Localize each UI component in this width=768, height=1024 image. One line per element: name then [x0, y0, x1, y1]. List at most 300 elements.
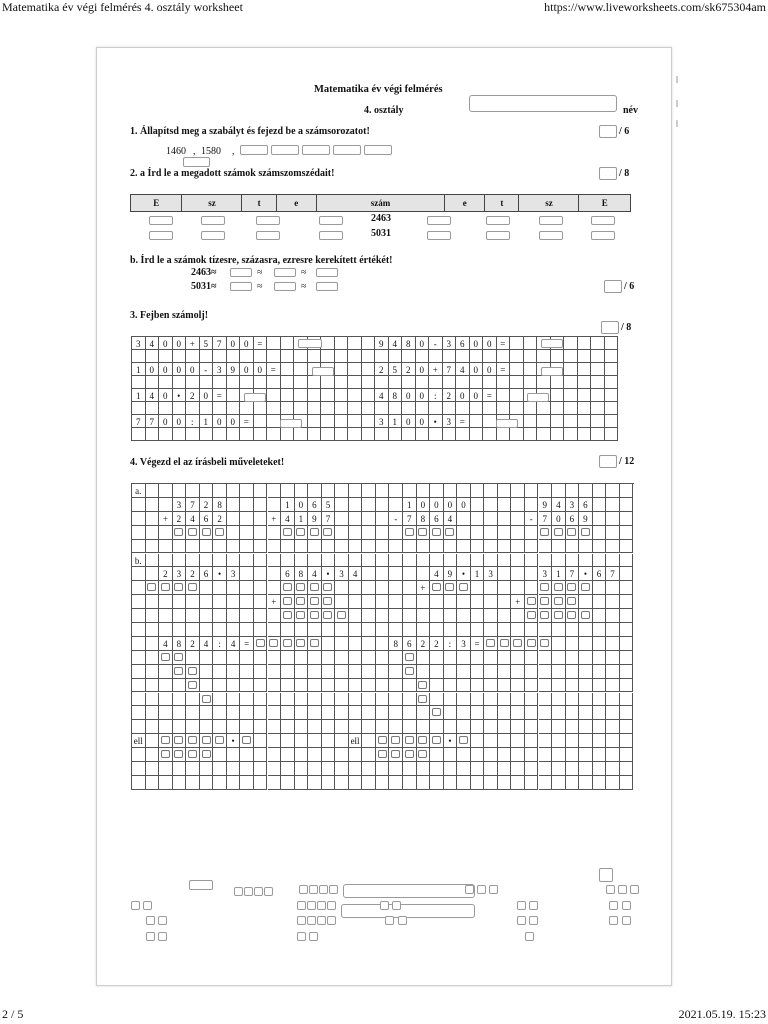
digit-input[interactable]: [310, 583, 319, 591]
answer-input[interactable]: [609, 916, 618, 925]
result-input[interactable]: [244, 393, 266, 402]
digit-input[interactable]: [540, 583, 549, 591]
round-input[interactable]: [274, 268, 296, 277]
digit-input[interactable]: [202, 695, 211, 703]
grid-cell: [457, 679, 471, 693]
digit-input[interactable]: [283, 583, 292, 591]
grid-cell: [566, 637, 580, 651]
result-input[interactable]: [541, 367, 563, 376]
grid-cell: [444, 679, 458, 693]
answer-input[interactable]: [254, 887, 263, 896]
grid-cell: [539, 581, 553, 595]
answer-input[interactable]: [622, 916, 631, 925]
grid-cell: [281, 526, 295, 540]
page-title: Matematika év végi felmérés 4. osztály worksheet: [2, 0, 243, 14]
answer-input[interactable]: [341, 904, 475, 918]
grid-cell: [566, 720, 580, 734]
digit-input[interactable]: [378, 736, 387, 744]
grid-cell: [159, 428, 173, 441]
answer-input[interactable]: [622, 901, 631, 910]
answer-input[interactable]: [244, 887, 253, 896]
answer-input[interactable]: [189, 880, 213, 890]
answer-input[interactable]: [299, 885, 308, 894]
seq-input[interactable]: [364, 145, 392, 155]
digit-input[interactable]: [188, 528, 197, 536]
grid-cell: [620, 734, 634, 748]
grid-digit: =: [497, 337, 511, 350]
digit-input[interactable]: [323, 611, 332, 619]
grid-cell: [213, 554, 227, 568]
answer-input[interactable]: [385, 916, 394, 925]
digit-input[interactable]: [418, 681, 427, 689]
answer-input[interactable]: [317, 916, 326, 925]
answer-input[interactable]: [317, 901, 326, 910]
answer-input[interactable]: [599, 868, 613, 882]
answer-input[interactable]: [489, 885, 498, 894]
answer-input[interactable]: [609, 901, 618, 910]
grid-digit: 0: [200, 389, 214, 402]
grid-cell: [376, 526, 390, 540]
answer-input[interactable]: [297, 916, 306, 925]
answer-input[interactable]: [146, 932, 155, 941]
digit-input[interactable]: [174, 667, 183, 675]
seq-input[interactable]: [240, 145, 268, 155]
grid-cell: [591, 376, 605, 389]
answer-input[interactable]: [264, 887, 273, 896]
grid-cell: [539, 554, 553, 568]
answer-input[interactable]: [477, 885, 486, 894]
digit-input[interactable]: [161, 653, 170, 661]
grid-cell: [159, 595, 173, 609]
answer-input[interactable]: [517, 916, 526, 925]
grid-cell: [349, 554, 363, 568]
digit-input[interactable]: [540, 597, 549, 605]
digit-input[interactable]: [445, 528, 454, 536]
result-input[interactable]: [312, 367, 334, 376]
digit-input[interactable]: [554, 583, 563, 591]
grid-cell: [348, 337, 362, 350]
digit-input[interactable]: [174, 528, 183, 536]
score-box[interactable]: [604, 280, 622, 293]
grid-cell: [566, 734, 580, 748]
grid-cell: [537, 350, 551, 363]
answer-input[interactable]: [158, 916, 167, 925]
digit-input[interactable]: [418, 695, 427, 703]
grid-cell: [268, 498, 282, 512]
result-input[interactable]: [298, 339, 322, 348]
digit-input[interactable]: [296, 583, 305, 591]
grid-cell: [456, 402, 470, 415]
digit-input[interactable]: [405, 750, 414, 758]
answer-input[interactable]: [131, 901, 140, 910]
grid-cell: [240, 567, 254, 581]
grid-digit: 4: [281, 512, 295, 526]
result-input[interactable]: [280, 419, 302, 428]
result-input[interactable]: [541, 339, 563, 348]
round-input[interactable]: [316, 282, 338, 291]
digit-input[interactable]: [174, 583, 183, 591]
grid-cell: [525, 651, 539, 665]
digit-input[interactable]: [486, 639, 495, 647]
grid-cell: [552, 748, 566, 762]
digit-input[interactable]: [296, 611, 305, 619]
digit-input[interactable]: [567, 597, 576, 605]
grid-cell: [430, 720, 444, 734]
grid-cell: [471, 706, 485, 720]
grid-cell: [593, 776, 607, 790]
answer-input[interactable]: [529, 916, 538, 925]
seq-comma: ,: [232, 146, 235, 157]
grade-label: 4. osztály: [364, 105, 404, 116]
answer-input[interactable]: [327, 916, 336, 925]
grid-cell: [457, 706, 471, 720]
grid-cell: [146, 376, 160, 389]
grid-cell: [254, 581, 268, 595]
digit-input[interactable]: [188, 736, 197, 744]
digit-input[interactable]: [405, 528, 414, 536]
digit-input[interactable]: [540, 639, 549, 647]
neighbour-input[interactable]: [539, 216, 563, 225]
grid-cell: [335, 540, 349, 554]
grid-cell: [349, 693, 363, 707]
answer-input[interactable]: [307, 916, 316, 925]
digit-input[interactable]: [432, 583, 441, 591]
digit-input[interactable]: [432, 528, 441, 536]
digit-input[interactable]: [310, 528, 319, 536]
grid-cell: [322, 540, 336, 554]
grid-cell: [403, 762, 417, 776]
digit-input[interactable]: [432, 736, 441, 744]
grid-cell: [295, 595, 309, 609]
digit-input[interactable]: [405, 736, 414, 744]
grid-cell: [552, 554, 566, 568]
digit-input[interactable]: [310, 611, 319, 619]
grid-cell: [551, 350, 565, 363]
grid-cell: [579, 665, 593, 679]
seq-input[interactable]: [183, 157, 210, 167]
grid-cell: [606, 512, 620, 526]
grid-cell: [605, 402, 619, 415]
grid-cell: [552, 581, 566, 595]
grid-cell: [539, 706, 553, 720]
digit-input[interactable]: [188, 667, 197, 675]
grid-cell: [173, 581, 187, 595]
neighbour-input[interactable]: [201, 231, 225, 240]
grid-cell: [444, 706, 458, 720]
score-box[interactable]: [601, 321, 619, 334]
digit-input[interactable]: [174, 653, 183, 661]
grid-cell: [443, 376, 457, 389]
grid-cell: [362, 428, 376, 441]
grid-digit: 7: [403, 512, 417, 526]
digit-input[interactable]: [554, 528, 563, 536]
round-input[interactable]: [316, 268, 338, 277]
grid-cell: [227, 720, 241, 734]
neighbour-input[interactable]: [591, 216, 615, 225]
digit-input[interactable]: [527, 639, 536, 647]
answer-input[interactable]: [606, 885, 615, 894]
digit-input[interactable]: [161, 583, 170, 591]
grid-cell: [403, 484, 417, 498]
grid-cell: [606, 651, 620, 665]
digit-input[interactable]: [296, 528, 305, 536]
answer-input[interactable]: [146, 916, 155, 925]
neighbour-input[interactable]: [486, 216, 510, 225]
digit-input[interactable]: [418, 736, 427, 744]
grid-cell: [173, 762, 187, 776]
digit-input[interactable]: [296, 597, 305, 605]
digit-input[interactable]: [215, 736, 224, 744]
digit-input[interactable]: [540, 528, 549, 536]
digit-input[interactable]: [378, 750, 387, 758]
digit-input[interactable]: [445, 583, 454, 591]
digit-input[interactable]: [323, 528, 332, 536]
grid-cell: [498, 526, 512, 540]
digit-input[interactable]: [567, 528, 576, 536]
digit-input[interactable]: [202, 750, 211, 758]
seq-input[interactable]: [333, 145, 361, 155]
grid-cell: [308, 415, 322, 428]
neighbour-input[interactable]: [427, 231, 451, 240]
grid-cell: [294, 363, 308, 376]
grid-digit: 9: [308, 512, 322, 526]
grid-cell: [213, 762, 227, 776]
grid-cell: [254, 415, 268, 428]
digit-input[interactable]: [269, 639, 278, 647]
grid-cell: [146, 762, 160, 776]
digit-input[interactable]: [527, 611, 536, 619]
digit-input[interactable]: [337, 611, 346, 619]
grid-cell: [308, 389, 322, 402]
grid-digit: 0: [457, 498, 471, 512]
grid-cell: [362, 623, 376, 637]
grid-cell: [186, 693, 200, 707]
answer-input[interactable]: [465, 885, 474, 894]
digit-input[interactable]: [459, 736, 468, 744]
grid-cell: [146, 512, 160, 526]
neighbour-input[interactable]: [319, 216, 343, 225]
grid-cell: [240, 581, 254, 595]
digit-input[interactable]: [188, 681, 197, 689]
digit-input[interactable]: [147, 583, 156, 591]
result-input[interactable]: [527, 393, 549, 402]
score-box[interactable]: [599, 455, 617, 468]
neighbour-input[interactable]: [319, 231, 343, 240]
answer-input[interactable]: [309, 885, 318, 894]
digit-input[interactable]: [418, 528, 427, 536]
round-input[interactable]: [274, 282, 296, 291]
digit-input[interactable]: [310, 597, 319, 605]
seq-input[interactable]: [271, 145, 299, 155]
digit-input[interactable]: [283, 611, 292, 619]
answer-input[interactable]: [234, 887, 243, 896]
digit-input[interactable]: [567, 611, 576, 619]
digit-input[interactable]: [323, 597, 332, 605]
grid-cell: [579, 706, 593, 720]
grid-cell: [484, 776, 498, 790]
page-url[interactable]: https://www.liveworksheets.com/sk675304am: [544, 0, 766, 14]
grid-cell: [322, 484, 336, 498]
grid-cell: [498, 693, 512, 707]
grid-cell: [322, 526, 336, 540]
neighbour-input[interactable]: [149, 231, 173, 240]
grid-cell: [173, 706, 187, 720]
digit-input[interactable]: [581, 611, 590, 619]
answer-input[interactable]: [143, 901, 152, 910]
number-2463: 2463: [371, 213, 391, 224]
answer-input[interactable]: [343, 884, 475, 898]
result-input[interactable]: [496, 419, 518, 428]
grid-cell: [308, 595, 322, 609]
seq-input[interactable]: [302, 145, 330, 155]
grid-cell: [417, 567, 431, 581]
grid-cell: [348, 376, 362, 389]
digit-input[interactable]: [310, 639, 319, 647]
digit-input[interactable]: [188, 750, 197, 758]
grid-cell: [186, 402, 200, 415]
grid-cell: [564, 402, 578, 415]
grid-digit: 4: [186, 512, 200, 526]
answer-input[interactable]: [380, 901, 389, 910]
digit-input[interactable]: [161, 750, 170, 758]
digit-input[interactable]: [500, 639, 509, 647]
digit-input[interactable]: [256, 639, 265, 647]
digit-input[interactable]: [174, 750, 183, 758]
digit-input[interactable]: [405, 653, 414, 661]
answer-input[interactable]: [158, 932, 167, 941]
grid-cell: [321, 402, 335, 415]
grid-cell: [349, 581, 363, 595]
digit-input[interactable]: [283, 597, 292, 605]
grid-digit: 8: [295, 567, 309, 581]
digit-input[interactable]: [215, 528, 224, 536]
answer-input[interactable]: [525, 932, 534, 941]
grid-cell: [470, 415, 484, 428]
digit-input[interactable]: [567, 583, 576, 591]
digit-input[interactable]: [391, 750, 400, 758]
grid-cell: [511, 484, 525, 498]
neighbour-input[interactable]: [486, 231, 510, 240]
digit-input[interactable]: [418, 750, 427, 758]
answer-input[interactable]: [327, 901, 336, 910]
score-box[interactable]: [599, 167, 617, 180]
digit-input[interactable]: [391, 736, 400, 744]
grid-cell: [159, 706, 173, 720]
grid-cell: [443, 428, 457, 441]
grid-cell: [362, 498, 376, 512]
grid-cell: [593, 665, 607, 679]
neighbour-input[interactable]: [201, 216, 225, 225]
grid-cell: [281, 389, 295, 402]
grid-cell: [281, 595, 295, 609]
round-input[interactable]: [230, 268, 252, 277]
grid-cell: [471, 720, 485, 734]
neighbour-input[interactable]: [149, 216, 173, 225]
digit-input[interactable]: [174, 736, 183, 744]
digit-input[interactable]: [323, 583, 332, 591]
digit-input[interactable]: [188, 583, 197, 591]
grid-digit: =: [240, 637, 254, 651]
grid-cell: [579, 609, 593, 623]
grid-cell: [417, 484, 431, 498]
round-input[interactable]: [230, 282, 252, 291]
digit-input[interactable]: [405, 667, 414, 675]
grid-cell: [444, 609, 458, 623]
grid-cell: [254, 512, 268, 526]
digit-input[interactable]: [513, 639, 522, 647]
grid-cell: [470, 428, 484, 441]
digit-input[interactable]: [540, 611, 549, 619]
answer-input[interactable]: [297, 932, 306, 941]
grid-cell: [579, 776, 593, 790]
grid-cell: [308, 679, 322, 693]
answer-input[interactable]: [309, 932, 318, 941]
grid-digit: 4: [552, 498, 566, 512]
grid-cell: [267, 389, 281, 402]
answer-input[interactable]: [398, 916, 407, 925]
grid-cell: [322, 720, 336, 734]
answer-input[interactable]: [529, 901, 538, 910]
digit-input[interactable]: [296, 639, 305, 647]
grid-cell: [362, 581, 376, 595]
digit-input[interactable]: [581, 528, 590, 536]
digit-input[interactable]: [242, 736, 251, 744]
digit-input[interactable]: [432, 708, 441, 716]
grid-cell: [552, 623, 566, 637]
grid-digit: 4: [146, 389, 160, 402]
neighbour-input[interactable]: [256, 216, 280, 225]
digit-input[interactable]: [554, 611, 563, 619]
answer-input[interactable]: [618, 885, 627, 894]
answer-input[interactable]: [329, 885, 338, 894]
answer-input[interactable]: [517, 901, 526, 910]
neighbour-input[interactable]: [256, 231, 280, 240]
name-input[interactable]: [469, 95, 617, 112]
answer-input[interactable]: [630, 885, 639, 894]
grid-cell: [322, 581, 336, 595]
digit-input[interactable]: [527, 597, 536, 605]
score-box[interactable]: [599, 125, 617, 138]
grid-cell: [498, 581, 512, 595]
answer-input[interactable]: [307, 901, 316, 910]
neighbour-input[interactable]: [539, 231, 563, 240]
grid-cell: [254, 637, 268, 651]
grid-cell: [606, 581, 620, 595]
grid-cell: [281, 665, 295, 679]
grid-digit: 4: [349, 567, 363, 581]
grid-cell: [240, 376, 254, 389]
grid-cell: [295, 748, 309, 762]
digit-input[interactable]: [202, 528, 211, 536]
answer-input[interactable]: [319, 885, 328, 894]
grid-cell: [484, 693, 498, 707]
grid-digit: 2: [173, 512, 187, 526]
digit-input[interactable]: [554, 597, 563, 605]
digit-input[interactable]: [283, 528, 292, 536]
digit-input[interactable]: [202, 736, 211, 744]
digit-input[interactable]: [581, 583, 590, 591]
grid-cell: [132, 651, 146, 665]
digit-input[interactable]: [283, 639, 292, 647]
digit-input[interactable]: [459, 583, 468, 591]
answer-input[interactable]: [297, 901, 306, 910]
grid-cell: [200, 679, 214, 693]
grid-cell: [173, 376, 187, 389]
neighbour-input[interactable]: [591, 231, 615, 240]
digit-input[interactable]: [161, 736, 170, 744]
neighbour-input[interactable]: [427, 216, 451, 225]
answer-input[interactable]: [392, 901, 401, 910]
